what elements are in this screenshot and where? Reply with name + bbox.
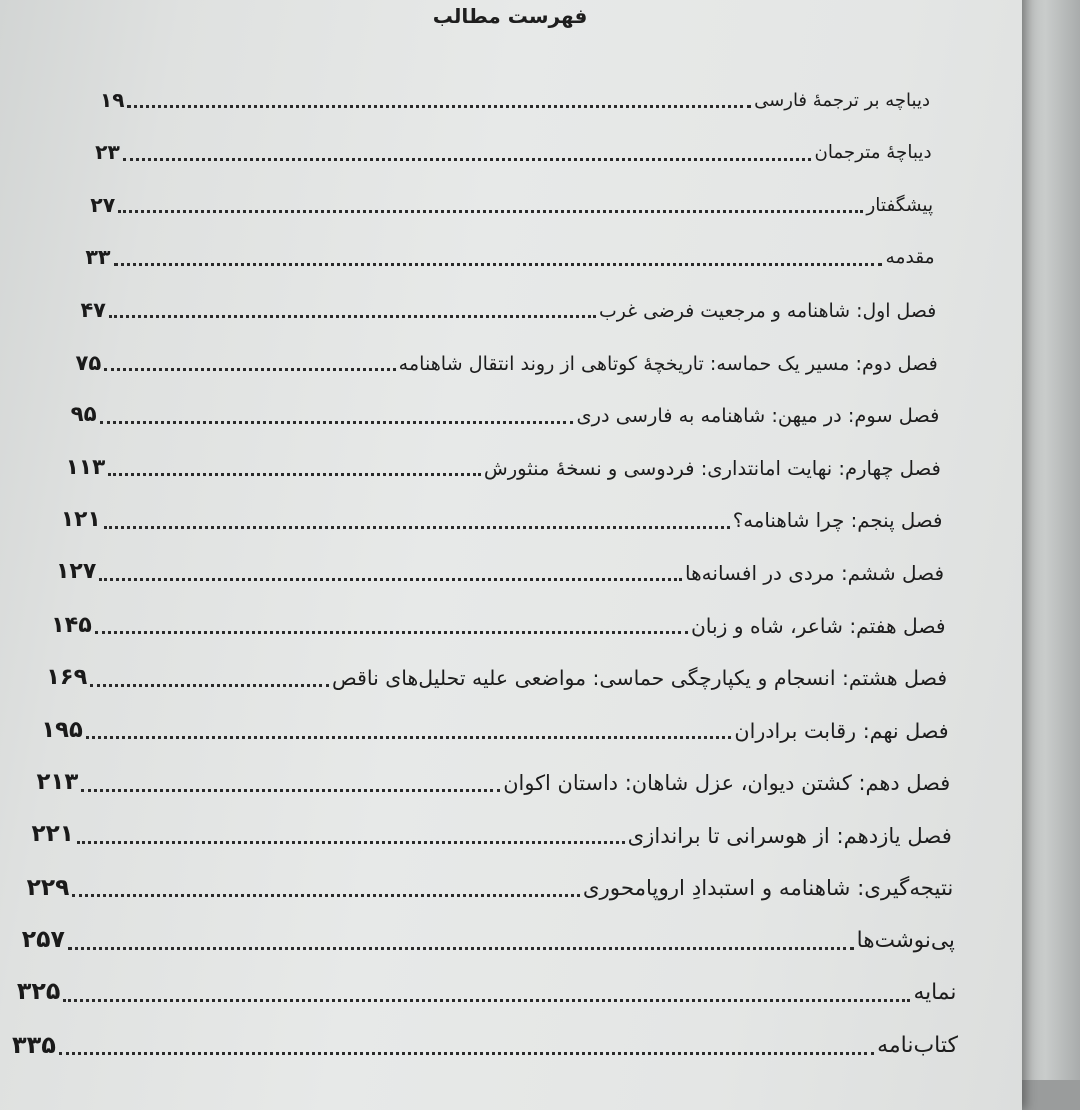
toc-entry (51, 602, 945, 642)
toc-page-number: ۱۲۷ (56, 559, 97, 585)
toc-entry-title: فصل پنجم: چرا شاهنامه؟ (732, 509, 943, 533)
toc-leader-dots (86, 736, 732, 739)
toc-page-number: ۱۶۹ (46, 664, 88, 691)
toc-entry-title: فصل یازدهم: از هوسرانی تا براندازی (627, 823, 952, 849)
toc-leader-dots (123, 158, 812, 161)
toc-page-number: ۱۲۱ (60, 507, 101, 533)
toc-entry (46, 655, 947, 695)
toc-page-number: ۱۹۵ (41, 716, 83, 743)
toc-leader-dots (81, 789, 500, 792)
toc-entry (71, 392, 940, 432)
toc-leader-dots (68, 947, 854, 950)
toc-leader-dots (104, 368, 395, 371)
toc-leader-dots (72, 894, 579, 897)
toc-leader-dots (108, 473, 481, 476)
toc-entry-title: مقدمه (885, 247, 935, 269)
toc-entry (90, 181, 933, 221)
toc-page-number: ۱۱۳ (65, 454, 106, 480)
toc-page-number: ۱۹ (100, 88, 125, 112)
toc-entry (22, 918, 955, 958)
toc-entry-title: فصل سوم: در میهن: شاهنامه به فارسی دری (576, 404, 940, 428)
toc-entry (85, 234, 934, 274)
toc-entry-title: فصل نهم: رقابت برادران (734, 718, 949, 743)
toc-entry-title: پی‌نوشت‌ها (856, 928, 955, 954)
toc-leader-dots (63, 999, 910, 1002)
toc-entry-title: کتاب‌نامه (877, 1032, 958, 1058)
toc-leader-dots (100, 421, 574, 424)
toc-entry (27, 865, 954, 905)
toc-page-number: ۲۲۱ (31, 821, 74, 848)
toc-leader-dots (59, 1052, 874, 1055)
toc-page-number: ۹۵ (70, 402, 97, 428)
toc-page-number: ۲۱۳ (36, 768, 79, 795)
toc-page-number: ۴۷ (80, 297, 106, 322)
toc-entry-title: دیباچهٔ مترجمان (814, 142, 932, 164)
toc-page-number: ۳۳۵ (12, 1030, 56, 1059)
toc-entry (61, 497, 943, 537)
book-page-edge (1022, 0, 1080, 1080)
toc-entry (80, 286, 936, 326)
toc-entry-title: دیباچه بر ترجمهٔ فارسی (754, 90, 930, 111)
toc-entry-title: فصل دوم: مسیر یک حماسه: تاریخچهٔ کوتاهی از روند انتقال شاهنامه (398, 351, 938, 375)
toc-leader-dots (118, 210, 863, 213)
toc-entry (66, 444, 941, 484)
toc-entry-title: نتیجه‌گیری: شاهنامه و استبدادِ اروپامحوری (582, 875, 954, 901)
toc-entry (100, 76, 930, 116)
toc-entry-title: فصل چهارم: نهایت امانتداری: فردوسی و نسخهٔ منثورش (483, 456, 941, 480)
toc-leader-dots (90, 684, 329, 687)
toc-page-number: ۲۲۹ (26, 872, 70, 901)
toc-page-number: ۷۵ (75, 349, 102, 375)
toc-entry (32, 812, 952, 852)
toc-leader-dots (104, 526, 730, 529)
toc-entry (76, 339, 938, 379)
toc-entry-title: فصل هشتم: انسجام و یکپارچگی حماسی: مواضعی علیه تحلیل‌های ناقص (332, 666, 948, 691)
toc-page-number: ۱۴۵ (51, 611, 92, 638)
toc-entry-title: پیشگفتار (866, 194, 934, 216)
toc-leader-dots (114, 263, 883, 266)
toc-page-number: ۲۵۷ (21, 925, 65, 954)
toc-entry (41, 707, 948, 747)
toc-leader-dots (95, 631, 688, 634)
toc-title: فهرست مطالب (432, 4, 588, 28)
toc-entry (12, 1023, 958, 1063)
toc-leader-dots (77, 841, 625, 844)
toc-entry-title: فصل اول: شاهنامه و مرجعیت فرضی غرب (599, 299, 937, 322)
toc-page-number: ۳۲۵ (16, 977, 61, 1006)
toc-entry (56, 549, 944, 589)
toc-entry (17, 970, 957, 1010)
toc-page-number: ۲۷ (90, 192, 116, 217)
toc-leader-dots (109, 315, 596, 318)
toc-entry-title: فصل هفتم: شاعر، شاه و زبان (690, 613, 946, 638)
toc-entry (36, 760, 950, 800)
toc-page-number: ۳۳ (85, 245, 111, 270)
toc-page-number: ۲۳ (95, 140, 120, 165)
toc-entry-title: فصل ششم: مردی در افسانه‌ها (685, 561, 944, 586)
toc-leader-dots (127, 105, 751, 108)
toc-entry (95, 129, 931, 169)
toc-entry-title: فصل دهم: کشتن دیوان، عزل شاهان: داستان اکوان (503, 770, 951, 795)
toc-leader-dots (99, 578, 682, 581)
toc-entry-title: نمایه (913, 980, 957, 1006)
